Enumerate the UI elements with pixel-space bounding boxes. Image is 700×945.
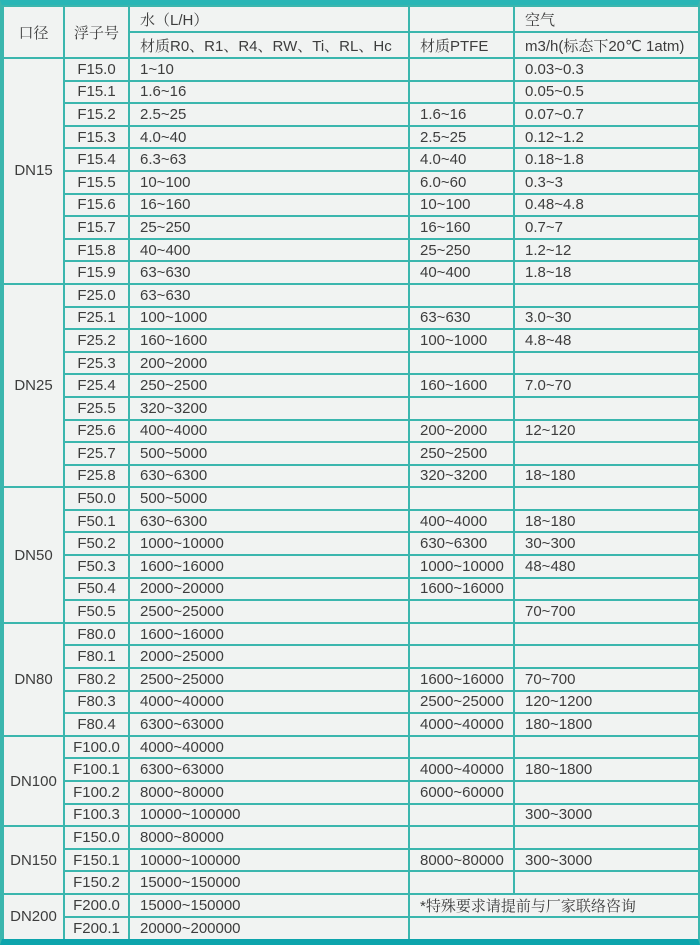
float-number-cell: F25.3 [64, 352, 129, 375]
air-flow-cell: 1.8~18 [514, 261, 699, 284]
table-row [3, 329, 699, 352]
diameter-cell: DN50 [3, 487, 64, 623]
float-number-cell: F15.5 [64, 171, 129, 194]
ptfe-flow-cell: 4000~40000 [409, 758, 514, 781]
float-number-cell: F15.7 [64, 216, 129, 239]
air-flow-cell: 48~480 [514, 555, 699, 578]
ptfe-flow-cell [409, 645, 514, 668]
ptfe-flow-cell: 63~630 [409, 307, 514, 330]
ptfe-flow-cell: 2.5~25 [409, 126, 514, 149]
water-flow-cell: 4000~40000 [129, 691, 409, 714]
table-body [3, 58, 699, 940]
table-row [3, 600, 699, 623]
table-row [3, 261, 699, 284]
header-water-empty [409, 6, 514, 32]
water-flow-cell: 1600~16000 [129, 623, 409, 646]
table-row [3, 645, 699, 668]
water-flow-cell: 40~400 [129, 239, 409, 262]
float-number-cell: F150.0 [64, 826, 129, 849]
table-row [3, 555, 699, 578]
air-flow-cell: 0.18~1.8 [514, 148, 699, 171]
water-flow-cell: 15000~150000 [129, 871, 409, 894]
empty-cell [409, 917, 699, 940]
float-number-cell: F15.1 [64, 81, 129, 104]
diameter-cell: DN100 [3, 736, 64, 826]
water-flow-cell: 2.5~25 [129, 103, 409, 126]
diameter-cell: DN150 [3, 826, 64, 894]
air-flow-cell: 0.7~7 [514, 216, 699, 239]
table-row [3, 307, 699, 330]
float-number-cell: F25.2 [64, 329, 129, 352]
float-number-cell: F50.3 [64, 555, 129, 578]
float-number-cell: F80.3 [64, 691, 129, 714]
air-flow-cell: 0.48~4.8 [514, 194, 699, 217]
air-flow-cell: 18~180 [514, 465, 699, 488]
water-flow-cell: 4000~40000 [129, 736, 409, 759]
table-row [3, 239, 699, 262]
air-flow-cell: 7.0~70 [514, 374, 699, 397]
water-flow-cell: 63~630 [129, 284, 409, 307]
ptfe-flow-cell [409, 352, 514, 375]
float-number-cell: F15.3 [64, 126, 129, 149]
diameter-cell: DN15 [3, 58, 64, 284]
ptfe-flow-cell: 8000~80000 [409, 849, 514, 872]
float-number-cell: F80.1 [64, 645, 129, 668]
water-flow-cell: 6300~63000 [129, 758, 409, 781]
ptfe-flow-cell: 160~1600 [409, 374, 514, 397]
ptfe-flow-cell [409, 58, 514, 81]
float-number-cell: F25.6 [64, 420, 129, 443]
float-number-cell: F80.0 [64, 623, 129, 646]
float-number-cell: F25.1 [64, 307, 129, 330]
air-flow-cell: 0.07~0.7 [514, 103, 699, 126]
diameter-cell: DN80 [3, 623, 64, 736]
ptfe-flow-cell: 1600~16000 [409, 578, 514, 601]
air-flow-cell: 0.05~0.5 [514, 81, 699, 104]
float-number-cell: F15.8 [64, 239, 129, 262]
table-row [3, 781, 699, 804]
table-row [3, 126, 699, 149]
water-flow-cell: 320~3200 [129, 397, 409, 420]
header-float-number: 浮子号 [64, 6, 129, 58]
table-row [3, 194, 699, 217]
ptfe-flow-cell: 2500~25000 [409, 691, 514, 714]
table-row [3, 871, 699, 894]
air-flow-cell: 4.8~48 [514, 329, 699, 352]
table-row [3, 442, 699, 465]
water-flow-cell: 2500~25000 [129, 600, 409, 623]
ptfe-flow-cell: 40~400 [409, 261, 514, 284]
float-number-cell: F80.2 [64, 668, 129, 691]
air-flow-cell [514, 578, 699, 601]
table-row [3, 148, 699, 171]
header-water-ptfe: 材质PTFE [409, 32, 514, 58]
float-number-cell: F25.4 [64, 374, 129, 397]
float-number-cell: F100.2 [64, 781, 129, 804]
table-row [3, 216, 699, 239]
table-row [3, 849, 699, 872]
table-row [3, 58, 699, 81]
table-row [3, 510, 699, 533]
header-diameter: 口径 [3, 6, 64, 58]
table-row [3, 623, 699, 646]
table-row [3, 804, 699, 827]
water-flow-cell: 1600~16000 [129, 555, 409, 578]
air-flow-cell: 70~700 [514, 668, 699, 691]
float-number-cell: F25.7 [64, 442, 129, 465]
ptfe-flow-cell: 6.0~60 [409, 171, 514, 194]
air-flow-cell: 120~1200 [514, 691, 699, 714]
water-flow-cell: 400~4000 [129, 420, 409, 443]
header-water-materials: 材质R0、R1、R4、RW、Ti、RL、Hc [129, 32, 409, 58]
table-row [3, 81, 699, 104]
water-flow-cell: 10~100 [129, 171, 409, 194]
header-air-unit: m3/h(标态下20℃ 1atm) [514, 32, 699, 58]
water-flow-cell: 2500~25000 [129, 668, 409, 691]
air-flow-cell [514, 781, 699, 804]
air-flow-cell: 300~3000 [514, 804, 699, 827]
float-number-cell: F100.0 [64, 736, 129, 759]
table-row [3, 487, 699, 510]
ptfe-flow-cell [409, 487, 514, 510]
ptfe-flow-cell: 630~6300 [409, 532, 514, 555]
air-flow-cell [514, 623, 699, 646]
air-flow-cell: 180~1800 [514, 758, 699, 781]
ptfe-flow-cell: 1000~10000 [409, 555, 514, 578]
float-number-cell: F15.2 [64, 103, 129, 126]
flowmeter-spec-table [2, 5, 700, 941]
ptfe-flow-cell [409, 804, 514, 827]
table-row [3, 758, 699, 781]
ptfe-flow-cell: 320~3200 [409, 465, 514, 488]
float-number-cell: F100.3 [64, 804, 129, 827]
float-number-cell: F50.4 [64, 578, 129, 601]
ptfe-flow-cell [409, 600, 514, 623]
air-flow-cell: 1.2~12 [514, 239, 699, 262]
air-flow-cell: 300~3000 [514, 849, 699, 872]
water-flow-cell: 630~6300 [129, 465, 409, 488]
float-number-cell: F50.1 [64, 510, 129, 533]
water-flow-cell: 1~10 [129, 58, 409, 81]
ptfe-flow-cell: 100~1000 [409, 329, 514, 352]
air-flow-cell [514, 442, 699, 465]
header-row-1 [3, 6, 699, 32]
ptfe-flow-cell: 250~2500 [409, 442, 514, 465]
table-row [3, 894, 699, 917]
air-flow-cell [514, 736, 699, 759]
ptfe-flow-cell: 1.6~16 [409, 103, 514, 126]
water-flow-cell: 6300~63000 [129, 713, 409, 736]
table-row [3, 420, 699, 443]
water-flow-cell: 20000~200000 [129, 917, 409, 940]
air-flow-cell [514, 871, 699, 894]
air-flow-cell: 3.0~30 [514, 307, 699, 330]
float-number-cell: F15.4 [64, 148, 129, 171]
air-flow-cell: 70~700 [514, 600, 699, 623]
float-number-cell: F200.0 [64, 894, 129, 917]
air-flow-cell: 0.12~1.2 [514, 126, 699, 149]
ptfe-flow-cell: 6000~60000 [409, 781, 514, 804]
air-flow-cell [514, 645, 699, 668]
ptfe-flow-cell [409, 623, 514, 646]
water-flow-cell: 10000~100000 [129, 804, 409, 827]
air-flow-cell: 180~1800 [514, 713, 699, 736]
ptfe-flow-cell: 16~160 [409, 216, 514, 239]
air-flow-cell: 12~120 [514, 420, 699, 443]
table-row [3, 397, 699, 420]
air-flow-cell: 0.3~3 [514, 171, 699, 194]
float-number-cell: F50.5 [64, 600, 129, 623]
water-flow-cell: 8000~80000 [129, 826, 409, 849]
table-row [3, 578, 699, 601]
table-row [3, 826, 699, 849]
table-row [3, 103, 699, 126]
ptfe-flow-cell: 4000~40000 [409, 713, 514, 736]
water-flow-cell: 2000~25000 [129, 645, 409, 668]
ptfe-flow-cell [409, 736, 514, 759]
air-flow-cell: 18~180 [514, 510, 699, 533]
air-flow-cell [514, 397, 699, 420]
float-number-cell: F25.5 [64, 397, 129, 420]
air-flow-cell [514, 352, 699, 375]
header-water-group: 水（L/H） [129, 6, 409, 32]
water-flow-cell: 8000~80000 [129, 781, 409, 804]
table-row [3, 736, 699, 759]
table-row [3, 917, 699, 940]
float-number-cell: F200.1 [64, 917, 129, 940]
ptfe-flow-cell [409, 81, 514, 104]
ptfe-flow-cell: 25~250 [409, 239, 514, 262]
table-row [3, 713, 699, 736]
table-row [3, 352, 699, 375]
diameter-cell: DN25 [3, 284, 64, 487]
water-flow-cell: 15000~150000 [129, 894, 409, 917]
ptfe-flow-cell [409, 397, 514, 420]
air-flow-cell [514, 826, 699, 849]
ptfe-flow-cell: 200~2000 [409, 420, 514, 443]
float-number-cell: F15.6 [64, 194, 129, 217]
water-flow-cell: 160~1600 [129, 329, 409, 352]
air-flow-cell: 30~300 [514, 532, 699, 555]
table-row [3, 691, 699, 714]
float-number-cell: F150.1 [64, 849, 129, 872]
ptfe-flow-cell: 1600~16000 [409, 668, 514, 691]
water-flow-cell: 10000~100000 [129, 849, 409, 872]
water-flow-cell: 1000~10000 [129, 532, 409, 555]
table-row [3, 284, 699, 307]
air-flow-cell: 0.03~0.3 [514, 58, 699, 81]
table-row [3, 374, 699, 397]
water-flow-cell: 63~630 [129, 261, 409, 284]
float-number-cell: F50.0 [64, 487, 129, 510]
ptfe-flow-cell: 4.0~40 [409, 148, 514, 171]
water-flow-cell: 2000~20000 [129, 578, 409, 601]
float-number-cell: F100.1 [64, 758, 129, 781]
ptfe-flow-cell: 10~100 [409, 194, 514, 217]
water-flow-cell: 25~250 [129, 216, 409, 239]
air-flow-cell [514, 284, 699, 307]
diameter-cell: DN200 [3, 894, 64, 940]
float-number-cell: F50.2 [64, 532, 129, 555]
water-flow-cell: 200~2000 [129, 352, 409, 375]
water-flow-cell: 630~6300 [129, 510, 409, 533]
float-number-cell: F150.2 [64, 871, 129, 894]
float-number-cell: F80.4 [64, 713, 129, 736]
water-flow-cell: 250~2500 [129, 374, 409, 397]
note-cell: *特殊要求请提前与厂家联络咨询 [409, 894, 699, 917]
water-flow-cell: 16~160 [129, 194, 409, 217]
header-air-group: 空气 [514, 6, 699, 32]
float-number-cell: F25.8 [64, 465, 129, 488]
water-flow-cell: 100~1000 [129, 307, 409, 330]
water-flow-cell: 500~5000 [129, 442, 409, 465]
table-row [3, 465, 699, 488]
table-row [3, 668, 699, 691]
float-number-cell: F15.0 [64, 58, 129, 81]
table-header [3, 6, 699, 58]
water-flow-cell: 500~5000 [129, 487, 409, 510]
ptfe-flow-cell: 400~4000 [409, 510, 514, 533]
table-row [3, 171, 699, 194]
float-number-cell: F15.9 [64, 261, 129, 284]
table-row [3, 532, 699, 555]
water-flow-cell: 4.0~40 [129, 126, 409, 149]
water-flow-cell: 1.6~16 [129, 81, 409, 104]
ptfe-flow-cell [409, 826, 514, 849]
ptfe-flow-cell [409, 284, 514, 307]
air-flow-cell [514, 487, 699, 510]
ptfe-flow-cell [409, 871, 514, 894]
float-number-cell: F25.0 [64, 284, 129, 307]
water-flow-cell: 6.3~63 [129, 148, 409, 171]
